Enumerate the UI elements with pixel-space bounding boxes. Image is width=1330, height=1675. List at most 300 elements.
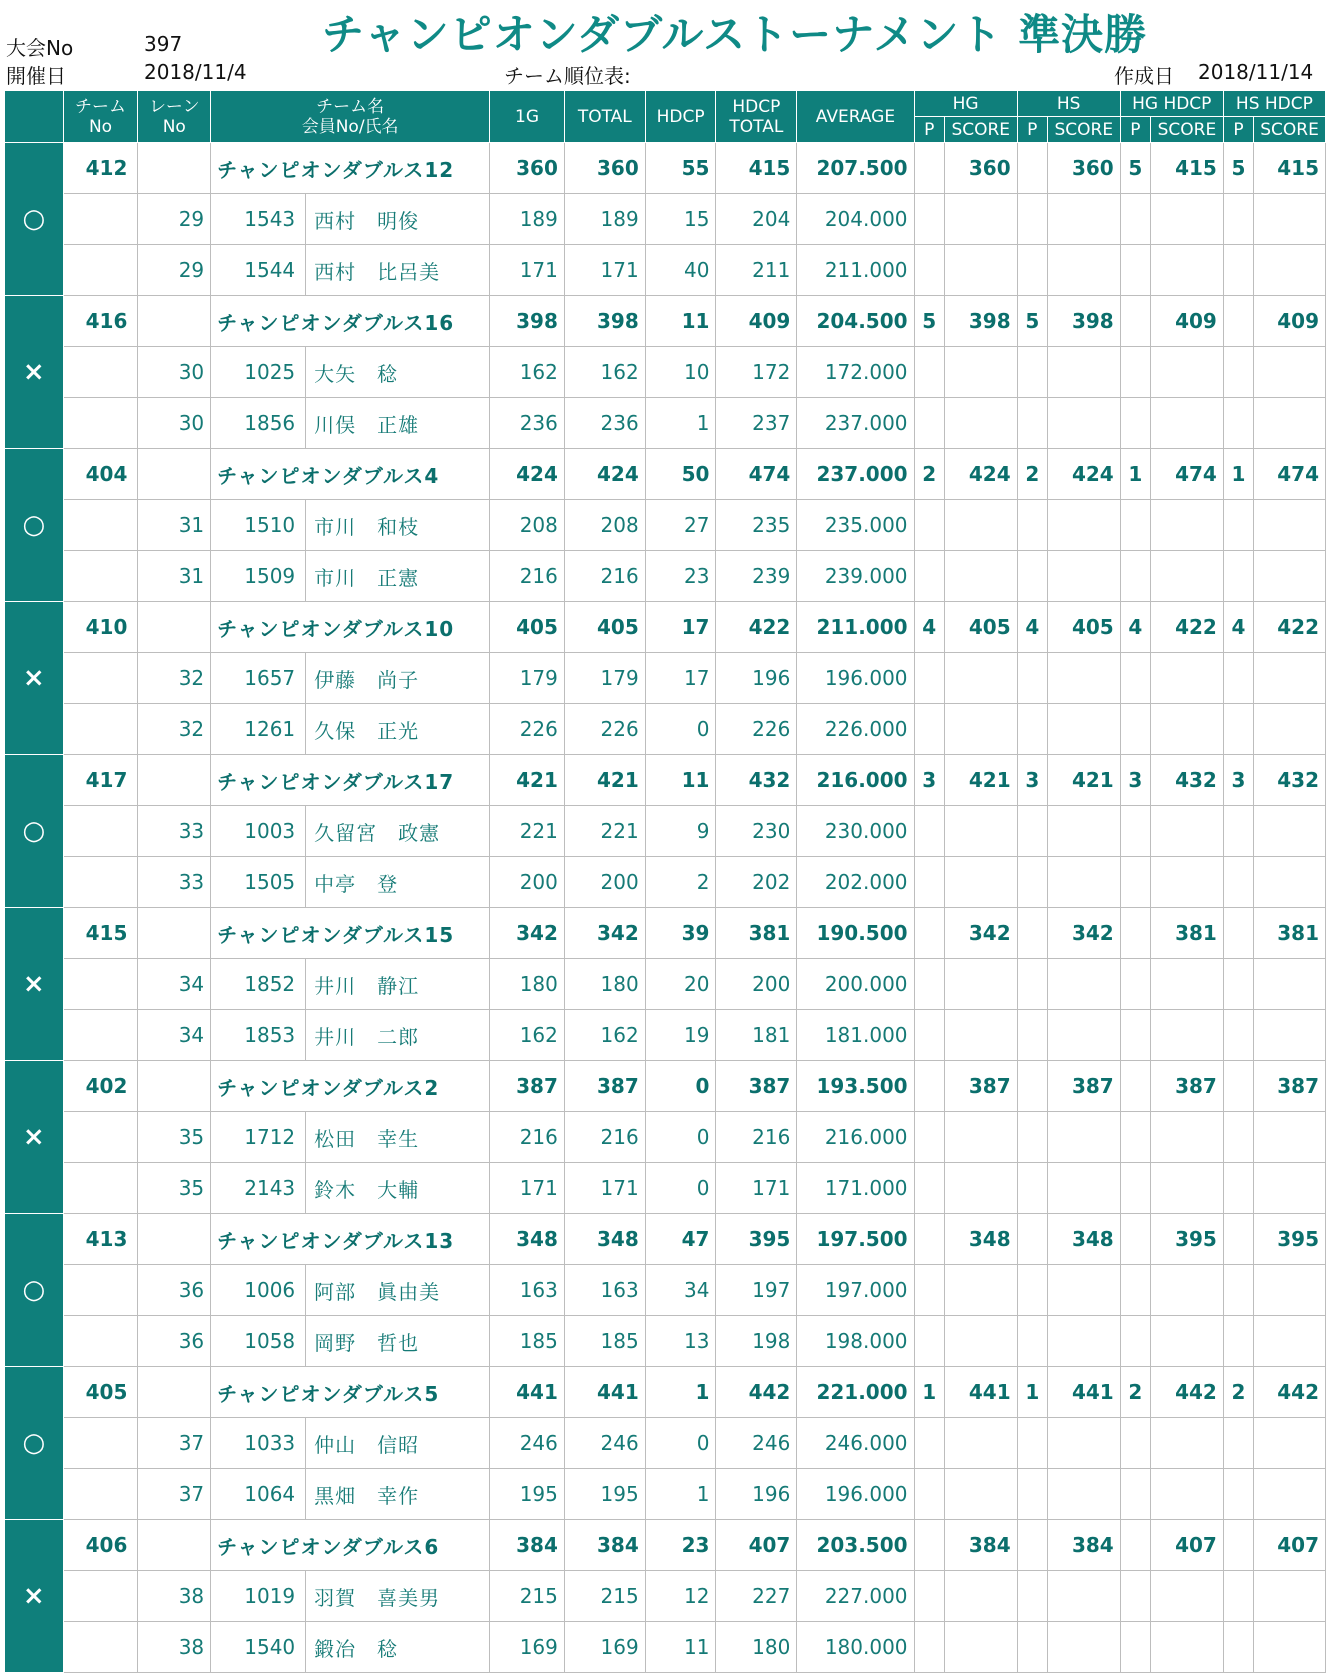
empty-cell (944, 245, 1017, 296)
g1: 342 (490, 908, 565, 959)
member-no: 1544 (211, 245, 306, 296)
hg-hdcp-score: 415 (1151, 143, 1224, 194)
col-p: P (1120, 117, 1150, 143)
empty-cell (914, 551, 944, 602)
hdcp: 0 (645, 1061, 716, 1112)
total: 215 (564, 1571, 645, 1622)
hdcp-total: 226 (716, 704, 797, 755)
average: 239.000 (797, 551, 914, 602)
col-hs: HS (1017, 91, 1120, 117)
col-score: SCORE (1254, 117, 1326, 143)
g1: 405 (490, 602, 565, 653)
hdcp-total: 235 (716, 500, 797, 551)
lane-no: 37 (138, 1418, 211, 1469)
col-hdcp: HDCP (645, 91, 716, 143)
hdcp-total: 474 (716, 449, 797, 500)
col-lane-no: レーン No (138, 91, 211, 143)
hs-hdcp-p: 3 (1223, 755, 1253, 806)
empty-cell (1151, 194, 1224, 245)
member-name: 久留宮 政憲 (306, 806, 490, 857)
empty-cell (914, 1010, 944, 1061)
empty-cell (1151, 1010, 1224, 1061)
empty-cell (1120, 347, 1150, 398)
hg-score: 398 (944, 296, 1017, 347)
empty-cell (1151, 500, 1224, 551)
col-score: SCORE (944, 117, 1017, 143)
g1: 208 (490, 500, 565, 551)
hdcp-total: 180 (716, 1622, 797, 1673)
empty-cell (914, 1622, 944, 1673)
empty-cell (1151, 806, 1224, 857)
lane-no: 34 (138, 959, 211, 1010)
empty-cell (1047, 653, 1120, 704)
empty-cell (914, 1418, 944, 1469)
col-average: AVERAGE (797, 91, 914, 143)
empty-cell (1017, 1316, 1047, 1367)
member-row (5, 500, 1326, 551)
empty-cell (1047, 1469, 1120, 1520)
empty-cell (1151, 959, 1224, 1010)
hdcp: 1 (645, 1367, 716, 1418)
team-no (63, 1265, 138, 1316)
empty-cell (1017, 347, 1047, 398)
average: 180.000 (797, 1622, 914, 1673)
average: 171.000 (797, 1163, 914, 1214)
empty-cell (1151, 398, 1224, 449)
g1: 189 (490, 194, 565, 245)
hs-p (1017, 143, 1047, 194)
team-row (5, 1214, 1326, 1265)
average: 237.000 (797, 449, 914, 500)
hs-p (1017, 908, 1047, 959)
g1: 171 (490, 245, 565, 296)
hg-hdcp-p: 1 (1120, 449, 1150, 500)
hdcp-total: 239 (716, 551, 797, 602)
hs-p (1017, 1520, 1047, 1571)
hdcp: 17 (645, 653, 716, 704)
hs-score: 441 (1047, 1367, 1120, 1418)
lane-no (138, 755, 211, 806)
empty-cell (914, 857, 944, 908)
member-name: 仲山 信昭 (306, 1418, 490, 1469)
member-row (5, 398, 1326, 449)
member-name: 鈴木 大輔 (306, 1163, 490, 1214)
empty-cell (1151, 347, 1224, 398)
member-no: 1543 (211, 194, 306, 245)
hs-hdcp-p (1223, 908, 1253, 959)
empty-cell (1254, 704, 1326, 755)
team-row (5, 143, 1326, 194)
lane-no: 32 (138, 704, 211, 755)
empty-cell (1047, 194, 1120, 245)
g1: 195 (490, 1469, 565, 1520)
empty-cell (1047, 1010, 1120, 1061)
empty-cell (1017, 1571, 1047, 1622)
lane-no (138, 449, 211, 500)
team-no (63, 959, 138, 1010)
hdcp-total: 395 (716, 1214, 797, 1265)
empty-cell (1254, 194, 1326, 245)
empty-cell (1120, 1265, 1150, 1316)
hg-hdcp-p (1120, 1214, 1150, 1265)
member-no: 1064 (211, 1469, 306, 1520)
result-mark: ○ (5, 1214, 64, 1367)
empty-cell (944, 1316, 1017, 1367)
hdcp: 47 (645, 1214, 716, 1265)
hg-hdcp-p: 2 (1120, 1367, 1150, 1418)
hg-p (914, 908, 944, 959)
average: 204.000 (797, 194, 914, 245)
average: 197.500 (797, 1214, 914, 1265)
hdcp-total: 432 (716, 755, 797, 806)
empty-cell (1254, 1163, 1326, 1214)
page-title: チャンピオンダブルストーナメント 準決勝 (322, 10, 1148, 59)
lane-no: 37 (138, 1469, 211, 1520)
lane-no (138, 143, 211, 194)
total: 246 (564, 1418, 645, 1469)
average: 211.000 (797, 602, 914, 653)
average: 216.000 (797, 1112, 914, 1163)
member-name: 市川 正憲 (306, 551, 490, 602)
hg-score: 384 (944, 1520, 1017, 1571)
team-name: チャンピオンダブルス12 (211, 143, 490, 194)
empty-cell (1254, 806, 1326, 857)
hs-hdcp-score: 409 (1254, 296, 1326, 347)
empty-cell (1151, 245, 1224, 296)
member-name: 黒畑 幸作 (306, 1469, 490, 1520)
hdcp-total: 204 (716, 194, 797, 245)
hg-score: 387 (944, 1061, 1017, 1112)
hg-hdcp-p (1120, 1520, 1150, 1571)
created-value: 2018/11/14 (1198, 60, 1314, 84)
empty-cell (1120, 398, 1150, 449)
col-hs-hdcp: HS HDCP (1223, 91, 1325, 117)
empty-cell (1254, 245, 1326, 296)
hg-p: 3 (914, 755, 944, 806)
average: 227.000 (797, 1571, 914, 1622)
average: 200.000 (797, 959, 914, 1010)
empty-cell (1254, 1571, 1326, 1622)
team-no (63, 653, 138, 704)
hs-score: 421 (1047, 755, 1120, 806)
hdcp-total: 237 (716, 398, 797, 449)
g1: 348 (490, 1214, 565, 1265)
hdcp: 55 (645, 143, 716, 194)
empty-cell (1223, 347, 1253, 398)
result-mark: × (5, 908, 64, 1061)
col-p: P (914, 117, 944, 143)
hdcp-total: 196 (716, 1469, 797, 1520)
member-no: 1505 (211, 857, 306, 908)
hs-hdcp-score: 474 (1254, 449, 1326, 500)
empty-cell (944, 1010, 1017, 1061)
hdcp-total: 196 (716, 653, 797, 704)
empty-cell (944, 1112, 1017, 1163)
empty-cell (1017, 704, 1047, 755)
total: 208 (564, 500, 645, 551)
hs-p: 1 (1017, 1367, 1047, 1418)
empty-cell (1223, 194, 1253, 245)
team-row (5, 1061, 1326, 1112)
total: 169 (564, 1622, 645, 1673)
g1: 215 (490, 1571, 565, 1622)
lane-no: 35 (138, 1112, 211, 1163)
member-name: 川俣 正雄 (306, 398, 490, 449)
average: 216.000 (797, 755, 914, 806)
member-no: 1540 (211, 1622, 306, 1673)
empty-cell (1223, 806, 1253, 857)
hdcp-total: 409 (716, 296, 797, 347)
empty-cell (1120, 1622, 1150, 1673)
result-mark: ○ (5, 755, 64, 908)
date-label: 開催日 (6, 64, 66, 88)
hs-p: 4 (1017, 602, 1047, 653)
g1: 171 (490, 1163, 565, 1214)
empty-cell (944, 347, 1017, 398)
member-row (5, 1622, 1326, 1673)
empty-cell (1223, 959, 1253, 1010)
total: 424 (564, 449, 645, 500)
total: 189 (564, 194, 645, 245)
g1: 236 (490, 398, 565, 449)
lane-no (138, 1367, 211, 1418)
empty-cell (1120, 1163, 1150, 1214)
member-no: 1712 (211, 1112, 306, 1163)
empty-cell (944, 551, 1017, 602)
average: 235.000 (797, 500, 914, 551)
empty-cell (914, 1265, 944, 1316)
hdcp-total: 442 (716, 1367, 797, 1418)
member-row (5, 245, 1326, 296)
g1: 169 (490, 1622, 565, 1673)
empty-cell (1120, 1010, 1150, 1061)
empty-cell (1047, 1316, 1120, 1367)
hs-hdcp-score: 422 (1254, 602, 1326, 653)
empty-cell (1120, 704, 1150, 755)
empty-cell (1047, 806, 1120, 857)
empty-cell (1047, 1622, 1120, 1673)
hs-hdcp-score: 407 (1254, 1520, 1326, 1571)
hdcp: 12 (645, 1571, 716, 1622)
hdcp: 13 (645, 1316, 716, 1367)
member-no: 1261 (211, 704, 306, 755)
average: 230.000 (797, 806, 914, 857)
g1: 185 (490, 1316, 565, 1367)
empty-cell (1017, 806, 1047, 857)
empty-cell (1254, 653, 1326, 704)
empty-cell (1017, 1469, 1047, 1520)
empty-cell (1047, 1163, 1120, 1214)
empty-cell (914, 806, 944, 857)
member-row (5, 1112, 1326, 1163)
empty-cell (1254, 857, 1326, 908)
team-row (5, 755, 1326, 806)
lane-no: 31 (138, 551, 211, 602)
team-no (63, 500, 138, 551)
hg-score: 424 (944, 449, 1017, 500)
empty-cell (1151, 1265, 1224, 1316)
hg-score: 348 (944, 1214, 1017, 1265)
col-result (5, 91, 64, 143)
total: 179 (564, 653, 645, 704)
empty-cell (944, 704, 1017, 755)
hdcp: 39 (645, 908, 716, 959)
hg-p (914, 1214, 944, 1265)
empty-cell (914, 194, 944, 245)
empty-cell (1047, 398, 1120, 449)
empty-cell (1151, 857, 1224, 908)
empty-cell (1223, 398, 1253, 449)
member-no: 1852 (211, 959, 306, 1010)
hs-hdcp-p: 2 (1223, 1367, 1253, 1418)
team-row (5, 1367, 1326, 1418)
hdcp-total: 230 (716, 806, 797, 857)
member-no: 1657 (211, 653, 306, 704)
hg-hdcp-score: 442 (1151, 1367, 1224, 1418)
total: 200 (564, 857, 645, 908)
hg-p (914, 1520, 944, 1571)
empty-cell (944, 500, 1017, 551)
col-hdcp-total: HDCP TOTAL (716, 91, 797, 143)
hs-hdcp-p (1223, 1061, 1253, 1112)
team-row (5, 602, 1326, 653)
hg-hdcp-score: 432 (1151, 755, 1224, 806)
empty-cell (944, 1469, 1017, 1520)
hg-hdcp-score: 395 (1151, 1214, 1224, 1265)
member-name: 松田 幸生 (306, 1112, 490, 1163)
empty-cell (1120, 959, 1150, 1010)
empty-cell (1120, 1316, 1150, 1367)
hdcp: 0 (645, 704, 716, 755)
empty-cell (914, 653, 944, 704)
empty-cell (1151, 1418, 1224, 1469)
team-name: チャンピオンダブルス13 (211, 1214, 490, 1265)
empty-cell (1254, 959, 1326, 1010)
empty-cell (1047, 1265, 1120, 1316)
team-no (63, 398, 138, 449)
col-hg: HG (914, 91, 1017, 117)
hg-hdcp-score: 409 (1151, 296, 1224, 347)
member-no: 1025 (211, 347, 306, 398)
hdcp: 11 (645, 755, 716, 806)
empty-cell (1223, 1316, 1253, 1367)
hg-p: 1 (914, 1367, 944, 1418)
total: 216 (564, 551, 645, 602)
member-name: 西村 明俊 (306, 194, 490, 245)
empty-cell (1223, 704, 1253, 755)
hdcp: 1 (645, 1469, 716, 1520)
hdcp-total: 171 (716, 1163, 797, 1214)
total: 185 (564, 1316, 645, 1367)
lane-no: 38 (138, 1622, 211, 1673)
average: 198.000 (797, 1316, 914, 1367)
average: 190.500 (797, 908, 914, 959)
empty-cell (1120, 500, 1150, 551)
empty-cell (1047, 1418, 1120, 1469)
empty-cell (1017, 245, 1047, 296)
member-no: 1058 (211, 1316, 306, 1367)
average: 221.000 (797, 1367, 914, 1418)
team-no (63, 1112, 138, 1163)
empty-cell (1017, 1265, 1047, 1316)
empty-cell (1151, 551, 1224, 602)
lane-no (138, 1061, 211, 1112)
empty-cell (1047, 704, 1120, 755)
hdcp-total: 181 (716, 1010, 797, 1061)
lane-no: 33 (138, 806, 211, 857)
empty-cell (1254, 1622, 1326, 1673)
hs-p (1017, 1214, 1047, 1265)
team-no (63, 194, 138, 245)
empty-cell (1254, 500, 1326, 551)
total: 405 (564, 602, 645, 653)
empty-cell (1254, 1112, 1326, 1163)
total: 216 (564, 1112, 645, 1163)
empty-cell (1017, 1163, 1047, 1214)
hs-p: 3 (1017, 755, 1047, 806)
team-no: 416 (63, 296, 138, 347)
hs-score: 398 (1047, 296, 1120, 347)
empty-cell (944, 857, 1017, 908)
empty-cell (1047, 959, 1120, 1010)
empty-cell (1047, 347, 1120, 398)
hdcp: 1 (645, 398, 716, 449)
result-mark: × (5, 296, 64, 449)
empty-cell (1254, 1418, 1326, 1469)
empty-cell (914, 1571, 944, 1622)
hs-score: 360 (1047, 143, 1120, 194)
lane-no (138, 296, 211, 347)
hdcp: 40 (645, 245, 716, 296)
team-name: チャンピオンダブルス16 (211, 296, 490, 347)
average: 202.000 (797, 857, 914, 908)
hdcp-total: 216 (716, 1112, 797, 1163)
empty-cell (1017, 959, 1047, 1010)
empty-cell (1120, 1469, 1150, 1520)
empty-cell (1120, 1571, 1150, 1622)
hg-hdcp-score: 422 (1151, 602, 1224, 653)
hdcp-total: 246 (716, 1418, 797, 1469)
empty-cell (1151, 1469, 1224, 1520)
hdcp: 27 (645, 500, 716, 551)
member-no: 1033 (211, 1418, 306, 1469)
member-row (5, 959, 1326, 1010)
member-row (5, 857, 1326, 908)
lane-no: 36 (138, 1316, 211, 1367)
empty-cell (944, 1622, 1017, 1673)
hdcp: 34 (645, 1265, 716, 1316)
hdcp-total: 198 (716, 1316, 797, 1367)
member-name: 西村 比呂美 (306, 245, 490, 296)
empty-cell (1254, 551, 1326, 602)
empty-cell (1047, 857, 1120, 908)
member-no: 1856 (211, 398, 306, 449)
ranking-table (4, 90, 1326, 1673)
member-name: 岡野 哲也 (306, 1316, 490, 1367)
team-no: 402 (63, 1061, 138, 1112)
hg-score: 441 (944, 1367, 1017, 1418)
member-name: 井川 静江 (306, 959, 490, 1010)
empty-cell (914, 1316, 944, 1367)
total: 348 (564, 1214, 645, 1265)
hdcp: 0 (645, 1418, 716, 1469)
g1: 200 (490, 857, 565, 908)
empty-cell (1151, 1571, 1224, 1622)
empty-cell (1047, 500, 1120, 551)
empty-cell (1151, 653, 1224, 704)
g1: 246 (490, 1418, 565, 1469)
hg-hdcp-p: 5 (1120, 143, 1150, 194)
